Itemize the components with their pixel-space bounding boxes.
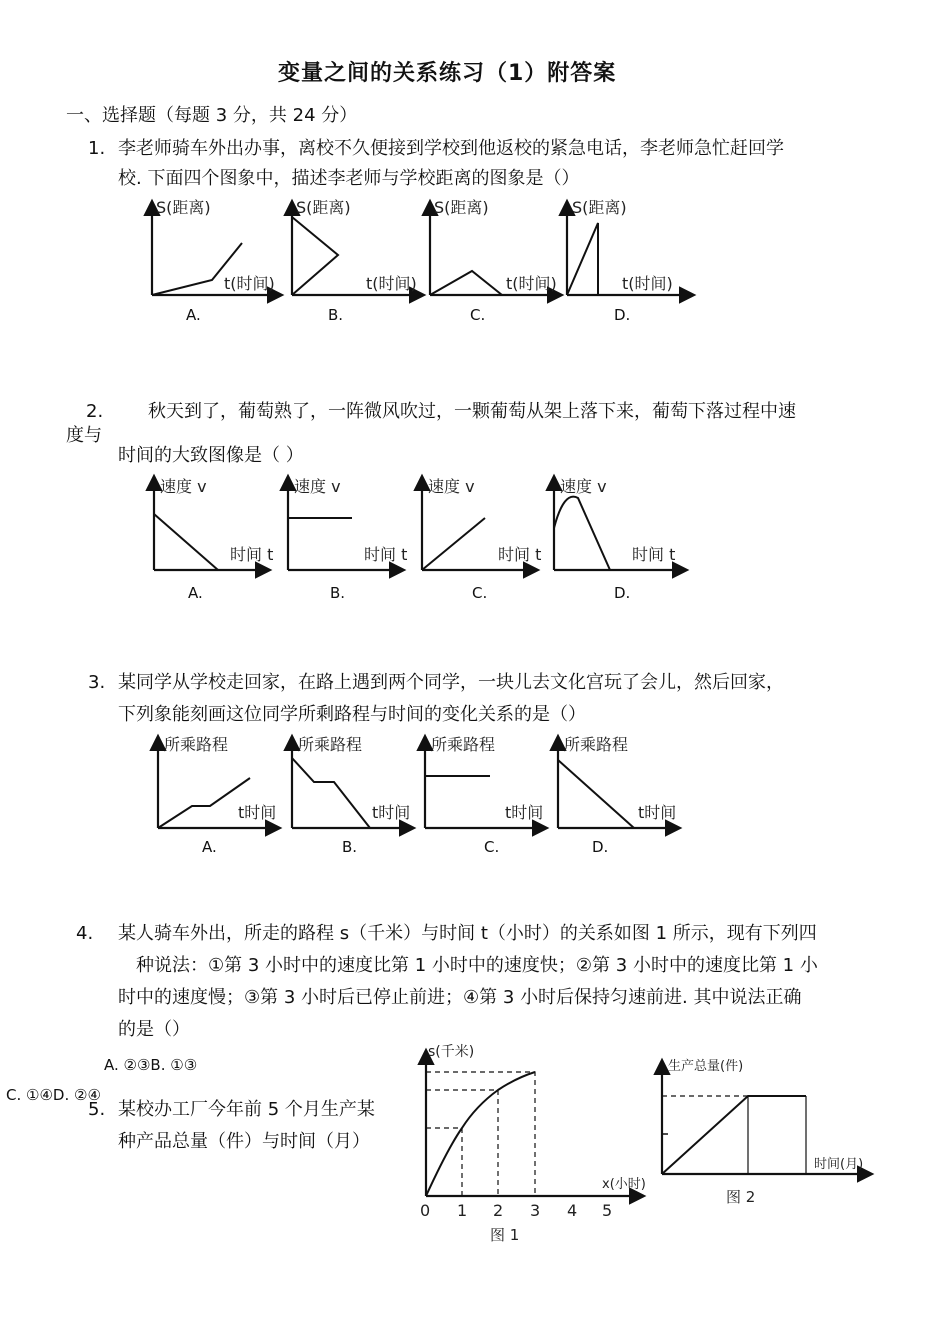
q2-option-c[interactable]: C. bbox=[472, 584, 488, 602]
q1b-xlabel: t(时间) bbox=[366, 274, 417, 293]
q1a-xlabel: t(时间) bbox=[224, 274, 275, 293]
fig2-caption: 图 2 bbox=[726, 1188, 756, 1206]
q2a-ylabel: 速度 v bbox=[160, 477, 207, 496]
q3d-ylabel: 所乘路程 bbox=[564, 735, 629, 754]
q2-option-b[interactable]: B. bbox=[330, 584, 346, 602]
q5-text-line1: 某校办工厂今年前 5 个月生产某 bbox=[118, 1099, 375, 1120]
q5-text-line2: 种产品总量（件）与时间（月） bbox=[118, 1131, 370, 1152]
fig1-tick-1: 1 bbox=[457, 1201, 468, 1220]
q2-graphs bbox=[140, 470, 700, 610]
q3d-xlabel: t时间 bbox=[638, 803, 677, 822]
q1-graph-a bbox=[152, 198, 280, 324]
q2-option-a[interactable]: A. bbox=[188, 584, 203, 602]
q2d-xlabel: 时间 t bbox=[632, 545, 676, 564]
figure-1 bbox=[410, 1040, 650, 1250]
q2-graph-b bbox=[288, 477, 407, 602]
section-heading: 一、选择题（每题 3 分，共 24 分） bbox=[66, 105, 358, 126]
q1c-xlabel: t(时间) bbox=[506, 274, 557, 293]
q2-text-line1b: 度与 bbox=[66, 425, 102, 446]
q1-graph-d bbox=[567, 198, 692, 324]
q3-graph-d bbox=[558, 735, 678, 856]
q1-option-d[interactable]: D. bbox=[614, 306, 631, 324]
q3c-xlabel: t时间 bbox=[505, 803, 544, 822]
q2a-xlabel: 时间 t bbox=[230, 545, 274, 564]
q3-option-b[interactable]: B. bbox=[342, 838, 358, 856]
q4-choices-ab[interactable]: A. ②③B. ①③ bbox=[104, 1056, 198, 1074]
q1-graph-b bbox=[292, 198, 422, 324]
q1-number: 1. bbox=[88, 138, 106, 159]
q3-text-line1: 某同学从学校走回家，在路上遇到两个同学，一块儿去文化宫玩了会儿，然后回家， bbox=[118, 672, 784, 693]
q1a-ylabel: S(距离) bbox=[156, 198, 211, 217]
q4-text-line4: 的是（） bbox=[118, 1019, 190, 1040]
q2c-ylabel: 速度 v bbox=[428, 477, 475, 496]
q2-graph-d bbox=[554, 477, 685, 602]
q4-text-line3: 时中的速度慢；③第 3 小时后已停止前进；④第 3 小时后保持匀速前进. 其中说法正确 bbox=[118, 987, 802, 1008]
fig1-caption: 图 1 bbox=[490, 1226, 520, 1244]
q3a-xlabel: t时间 bbox=[238, 803, 277, 822]
q3b-ylabel: 所乘路程 bbox=[298, 735, 363, 754]
q2-option-d[interactable]: D. bbox=[614, 584, 631, 602]
fig2-line bbox=[662, 1096, 806, 1174]
q4-text-line1: 某人骑车外出，所走的路程 s（千米）与时间 t（小时）的关系如图 1 所示，现有下列四 bbox=[118, 923, 817, 944]
q2-text-line2: 时间的大致图像是（ ） bbox=[118, 445, 304, 466]
q3-text-line2: 下列象能刻画这位同学所剩路程与时间的变化关系的是（） bbox=[118, 704, 586, 725]
q2b-xlabel: 时间 t bbox=[364, 545, 408, 564]
fig1-tick-4: 4 bbox=[567, 1201, 578, 1220]
figure-2 bbox=[650, 1052, 875, 1212]
q1d-ylabel: S(距离) bbox=[572, 198, 627, 217]
fig1-ylabel: s(千米) bbox=[428, 1044, 475, 1060]
q1-graphs bbox=[130, 195, 700, 330]
q2b-ylabel: 速度 v bbox=[294, 477, 341, 496]
q1-graph-c bbox=[430, 198, 560, 324]
q1-option-a[interactable]: A. bbox=[186, 306, 201, 324]
q1d-xlabel: t(时间) bbox=[622, 274, 673, 293]
q2-number: 2. bbox=[86, 401, 104, 422]
q2-graph-c bbox=[422, 477, 541, 602]
q4-choices-cd[interactable]: C. ①④D. ②④ bbox=[6, 1086, 101, 1104]
q3-graphs bbox=[140, 730, 700, 862]
q2c-xlabel: 时间 t bbox=[498, 545, 542, 564]
q3-option-c[interactable]: C. bbox=[484, 838, 500, 856]
fig1-xlabel: x(小时) bbox=[602, 1177, 646, 1192]
q1-option-b[interactable]: B. bbox=[328, 306, 344, 324]
q4-text-line2: 种说法：①第 3 小时中的速度比第 1 小时中的速度快；②第 3 小时中的速度比第 1 小 bbox=[136, 955, 818, 976]
q2d-ylabel: 速度 v bbox=[560, 477, 607, 496]
q1-option-c[interactable]: C. bbox=[470, 306, 486, 324]
q1-text-line1: 李老师骑车外出办事，离校不久便接到学校到他返校的紧急电话，李老师急忙赶回学 bbox=[118, 138, 784, 159]
q3-graph-c bbox=[425, 735, 545, 856]
q1c-ylabel: S(距离) bbox=[434, 198, 489, 217]
q3c-ylabel: 所乘路程 bbox=[431, 735, 496, 754]
fig1-tick-0: 0 bbox=[420, 1201, 431, 1220]
fig1-tick-3: 3 bbox=[530, 1201, 541, 1220]
q3-graph-b bbox=[292, 735, 412, 856]
q1b-ylabel: S(距离) bbox=[296, 198, 351, 217]
q3-graph-a bbox=[158, 735, 278, 856]
q3-option-d[interactable]: D. bbox=[592, 838, 609, 856]
q2-text-line1: 秋天到了，葡萄熟了，一阵微风吹过，一颗葡萄从架上落下来，葡萄下落过程中速 bbox=[148, 401, 796, 422]
q3-option-a[interactable]: A. bbox=[202, 838, 217, 856]
q1-text-line2: 校. 下面四个图象中，描述李老师与学校距离的图象是（） bbox=[118, 168, 580, 189]
q3b-xlabel: t时间 bbox=[372, 803, 411, 822]
q2-graph-a bbox=[154, 477, 273, 602]
q3-number: 3. bbox=[88, 672, 106, 693]
q4-number: 4. bbox=[76, 923, 94, 944]
fig2-ylabel: 生产总量(件) bbox=[668, 1059, 744, 1074]
fig2-xlabel: 时间(月) bbox=[814, 1157, 864, 1172]
page-title: 变量之间的关系练习（1）附答案 bbox=[278, 61, 617, 86]
q3a-ylabel: 所乘路程 bbox=[164, 735, 229, 754]
q5-number: 5. bbox=[88, 1099, 106, 1120]
fig1-tick-2: 2 bbox=[493, 1201, 504, 1220]
fig1-tick-5: 5 bbox=[602, 1201, 613, 1220]
